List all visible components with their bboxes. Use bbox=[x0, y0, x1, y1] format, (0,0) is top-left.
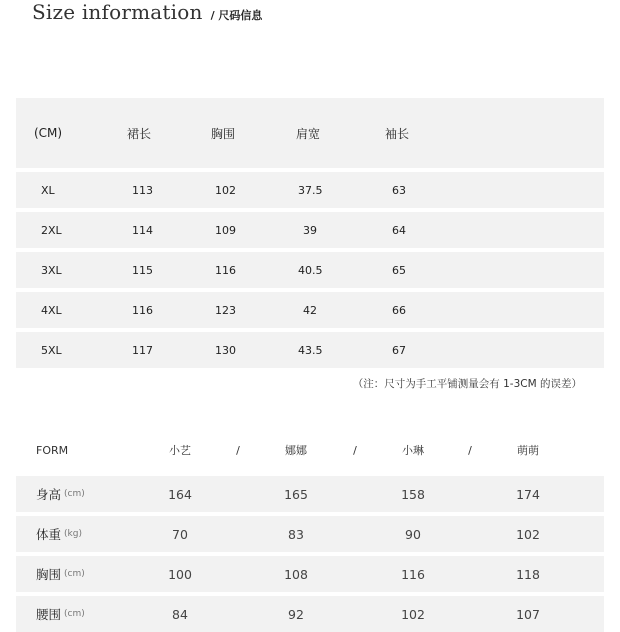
table-row bbox=[16, 252, 604, 288]
size-shoulder: 37.5 bbox=[298, 183, 323, 197]
table-row bbox=[16, 476, 604, 512]
row-label-unit: (kg) bbox=[64, 529, 82, 539]
table-row bbox=[16, 292, 604, 328]
model-value: 70 bbox=[172, 526, 188, 542]
size-shoulder: 40.5 bbox=[298, 263, 323, 277]
size-header-unit: (CM) bbox=[34, 126, 63, 140]
model-value: 102 bbox=[401, 606, 425, 622]
separator: / bbox=[236, 443, 240, 457]
size-length: 117 bbox=[132, 343, 153, 357]
separator: / bbox=[468, 443, 472, 457]
model-value: 174 bbox=[516, 486, 540, 502]
model-value: 116 bbox=[401, 566, 425, 582]
size-chest: 123 bbox=[215, 303, 236, 317]
model-name: 小艺 bbox=[169, 444, 191, 457]
size-chest: 109 bbox=[215, 223, 236, 237]
page-header bbox=[32, 0, 262, 26]
row-label-text: 体重 bbox=[36, 527, 62, 542]
row-label-unit: (cm) bbox=[64, 609, 85, 619]
model-value: 102 bbox=[516, 526, 540, 542]
size-length: 115 bbox=[132, 263, 153, 277]
size-shoulder: 43.5 bbox=[298, 343, 323, 357]
size-header-chest: 胸围 bbox=[211, 126, 236, 141]
size-header-length: 裙长 bbox=[127, 126, 152, 141]
row-label-text: 胸围 bbox=[36, 567, 62, 582]
model-value: 84 bbox=[172, 606, 188, 622]
row-label-unit: (cm) bbox=[64, 489, 85, 499]
table-row bbox=[16, 516, 604, 552]
model-value: 83 bbox=[288, 526, 304, 542]
size-table bbox=[16, 98, 604, 368]
size-label: 4XL bbox=[41, 303, 62, 317]
model-name: 小琳 bbox=[402, 444, 424, 457]
measurement-note: （注：尺寸为手工平铺测量会有 1-3CM 的误差） bbox=[352, 378, 582, 390]
table-row bbox=[16, 596, 604, 632]
model-table bbox=[16, 428, 604, 632]
size-sleeve: 66 bbox=[392, 303, 406, 317]
model-name: 萌萌 bbox=[517, 444, 539, 457]
size-shoulder: 42 bbox=[303, 303, 317, 317]
size-sleeve: 64 bbox=[392, 223, 406, 237]
size-label: 5XL bbox=[41, 343, 62, 357]
size-chest: 130 bbox=[215, 343, 236, 357]
row-label bbox=[36, 596, 85, 632]
row-label-text: 腰围 bbox=[36, 607, 62, 622]
table-row bbox=[16, 556, 604, 592]
size-length: 114 bbox=[132, 223, 153, 237]
row-label bbox=[36, 516, 82, 552]
model-value: 100 bbox=[168, 566, 192, 582]
model-value: 118 bbox=[516, 566, 540, 582]
size-sleeve: 67 bbox=[392, 343, 406, 357]
model-value: 107 bbox=[516, 606, 540, 622]
size-chest: 102 bbox=[215, 183, 236, 197]
model-table-header bbox=[16, 428, 604, 472]
size-length: 116 bbox=[132, 303, 153, 317]
table-row bbox=[16, 332, 604, 368]
size-header-sleeve: 袖长 bbox=[385, 126, 410, 141]
model-value: 90 bbox=[405, 526, 421, 542]
page-title: Size information bbox=[32, 0, 203, 24]
row-label bbox=[36, 556, 85, 592]
row-label-text: 身高 bbox=[36, 487, 62, 502]
size-label: 2XL bbox=[41, 223, 62, 237]
size-label: 3XL bbox=[41, 263, 62, 277]
row-label bbox=[36, 476, 85, 512]
model-value: 92 bbox=[288, 606, 304, 622]
model-value: 164 bbox=[168, 486, 192, 502]
size-length: 113 bbox=[132, 183, 153, 197]
separator: / bbox=[353, 443, 357, 457]
model-value: 165 bbox=[284, 486, 308, 502]
model-value: 158 bbox=[401, 486, 425, 502]
model-name: 娜娜 bbox=[285, 444, 307, 457]
size-label: XL bbox=[41, 183, 55, 197]
form-label: FORM bbox=[36, 443, 69, 457]
size-header-shoulder: 肩宽 bbox=[296, 126, 321, 141]
row-label-unit: (cm) bbox=[64, 569, 85, 579]
size-chest: 116 bbox=[215, 263, 236, 277]
size-table-header bbox=[16, 98, 604, 168]
page-subtitle: / 尺码信息 bbox=[210, 9, 263, 22]
table-row bbox=[16, 212, 604, 248]
size-sleeve: 65 bbox=[392, 263, 406, 277]
table-row bbox=[16, 172, 604, 208]
size-shoulder: 39 bbox=[303, 223, 317, 237]
size-sleeve: 63 bbox=[392, 183, 406, 197]
model-value: 108 bbox=[284, 566, 308, 582]
